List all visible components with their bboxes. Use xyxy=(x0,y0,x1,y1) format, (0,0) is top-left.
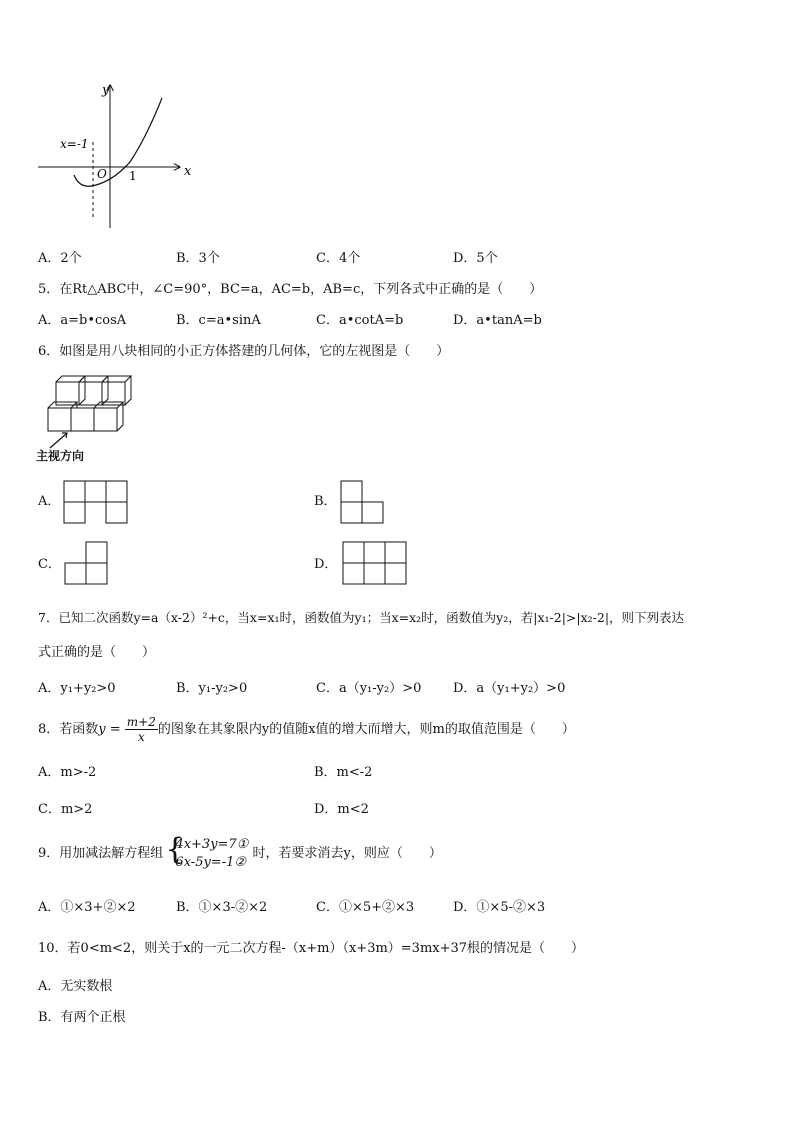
origin-label: O xyxy=(97,167,107,181)
view-direction-arrow xyxy=(50,434,66,448)
q4-option-b[interactable]: B．3个 xyxy=(176,251,220,266)
x-axis-label: x xyxy=(184,164,192,179)
q4-option-c[interactable]: C．4个 xyxy=(316,251,361,266)
q6-option-b-figure[interactable] xyxy=(340,480,390,526)
q5-option-b[interactable]: B．c=a•sinA xyxy=(176,313,261,328)
q6-option-c-figure[interactable] xyxy=(64,541,114,587)
q10-option-b[interactable]: B．有两个正根 xyxy=(38,1010,126,1025)
q8-option-c[interactable]: C．m>2 xyxy=(38,802,93,817)
q6-option-a-figure[interactable] xyxy=(63,480,133,526)
q8-option-d[interactable]: D．m<2 xyxy=(314,802,369,817)
q8-option-a[interactable]: A．m>-2 xyxy=(38,765,97,780)
q4-option-a[interactable]: A．2个 xyxy=(38,251,82,266)
q6-option-d-figure[interactable] xyxy=(342,541,412,587)
root-label: 1 xyxy=(129,169,137,183)
q8-numerator: m+2 xyxy=(126,715,156,729)
q7-stem-line2: 式正确的是（ ） xyxy=(38,645,156,660)
q8-function-lhs: y = xyxy=(98,722,121,737)
q9-option-b[interactable]: B．①×3-②×2 xyxy=(176,900,268,915)
parabola-graph xyxy=(34,80,204,235)
q8-fraction xyxy=(125,715,158,744)
symmetry-axis-label: x=-1 xyxy=(60,137,89,151)
view-direction-caption: 主视方向 xyxy=(36,449,85,463)
q9-equation-2: 6x-5y=-1② xyxy=(175,854,247,870)
q6-option-a-label[interactable]: A． xyxy=(38,494,61,509)
q8-prefix: 8．若函数 xyxy=(38,722,99,737)
q5-option-d[interactable]: D．a•tanA=b xyxy=(453,313,542,328)
q5-stem: 5．在Rt△ABC中，∠C=90°，BC=a，AC=b，AB=c，下列各式中正确的是（ ） xyxy=(38,282,543,297)
q9-option-d[interactable]: D．①×5-②×3 xyxy=(453,900,546,915)
q4-option-d[interactable]: D．5个 xyxy=(453,251,498,266)
q7-option-c[interactable]: C．a（y₁-y₂）>0 xyxy=(316,681,422,696)
q9-prefix: 9．用加减法解方程组 xyxy=(38,846,164,861)
brace-icon: { xyxy=(165,831,185,867)
q8-suffix: 的图象在其象限内y的值随x值的增大而增大，则m的取值范围是（ ） xyxy=(157,722,575,737)
q8-option-b[interactable]: B．m<-2 xyxy=(314,765,373,780)
q10-stem: 10．若0<m<2，则关于x的一元二次方程-（x+m）（x+3m）=3mx+37根的情况是（ ） xyxy=(38,941,585,956)
q5-option-a[interactable]: A．a=b•cosA xyxy=(38,313,127,328)
q7-stem-line1: 7．已知二次函数y=a（x-2）²+c，当x=x₁时，函数值为y₁；当x=x₂时，函数值为y₂，若|x₁-2|>|x₂-2|，则下列表达 xyxy=(38,610,685,625)
y-axis-label: y xyxy=(102,83,110,98)
q9-option-a[interactable]: A．①×3+②×2 xyxy=(38,900,136,915)
q6-option-d-label[interactable]: D． xyxy=(314,557,338,572)
q8-stem xyxy=(38,712,575,748)
q6-option-b-label[interactable]: B． xyxy=(314,494,337,509)
q7-option-b[interactable]: B．y₁-y₂>0 xyxy=(176,681,248,696)
q9-equation-1: 4x+3y=7① xyxy=(175,836,249,852)
q10-option-a[interactable]: A．无实数根 xyxy=(38,979,113,994)
q6-option-c-label[interactable]: C． xyxy=(38,557,61,572)
q5-option-c[interactable]: C．a•cotA=b xyxy=(316,313,404,328)
q8-denominator: x xyxy=(137,730,145,744)
q6-stem: 6．如图是用八块相同的小正方体搭建的几何体，它的左视图是（ ） xyxy=(38,344,450,359)
cube-structure-figure xyxy=(36,372,136,452)
q7-option-a[interactable]: A．y₁+y₂>0 xyxy=(38,681,116,696)
q9-option-c[interactable]: C．①×5+②×3 xyxy=(316,900,415,915)
q9-stem xyxy=(38,831,442,874)
q7-option-d[interactable]: D．a（y₁+y₂）>0 xyxy=(453,681,566,696)
q9-suffix: 时，若要求消去y，则应（ ） xyxy=(252,846,442,861)
q9-equation-system xyxy=(165,831,249,872)
